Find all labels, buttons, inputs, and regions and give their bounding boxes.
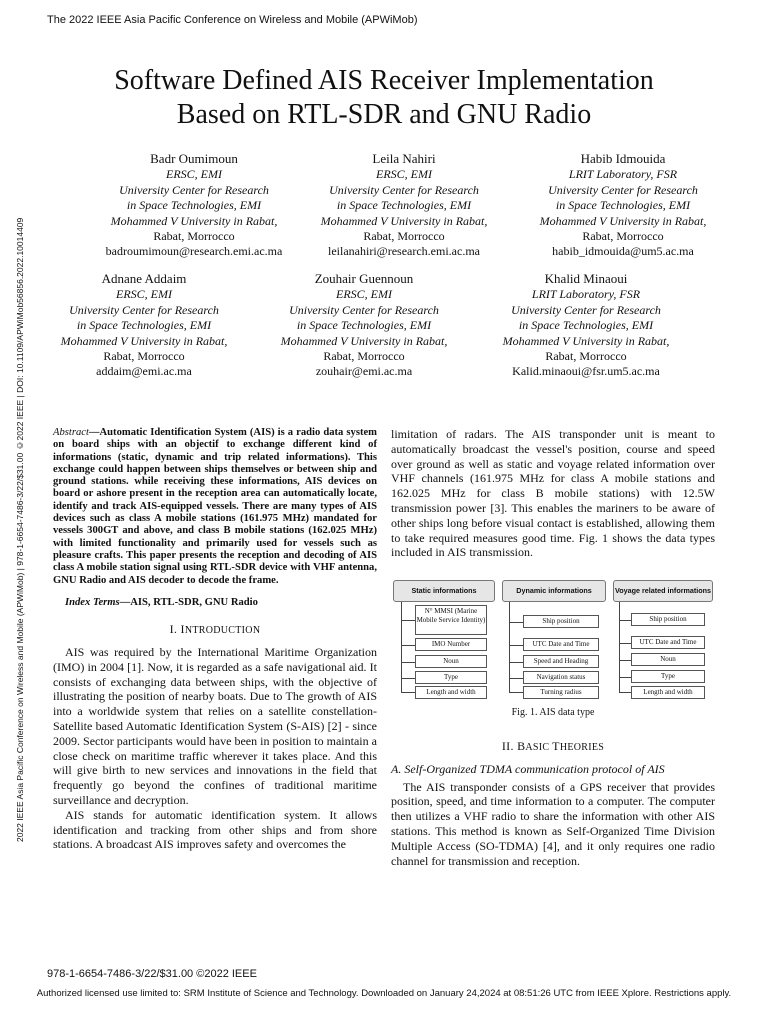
subsection-heading: A. Self-Organized TDMA communication protocol of AIS [391, 761, 665, 776]
connector-line [619, 602, 620, 692]
connector-line [619, 620, 631, 621]
figure-item: Navigation status [523, 671, 599, 684]
left-column [53, 427, 377, 852]
abstract-lead: Abstract [53, 427, 89, 438]
author-city: Rabat, Morrocco [323, 349, 405, 364]
author-name: Leila Nahiri [372, 151, 436, 166]
figure-item: UTC Date and Time [523, 638, 599, 651]
author-org: University Center for Research [119, 182, 269, 197]
author-org: University Center for Research [548, 182, 698, 197]
connector-line [401, 645, 415, 646]
connector-line [509, 692, 523, 693]
connector-line [509, 662, 523, 663]
paper-title [60, 64, 708, 132]
author-city: Rabat, Morrocco [363, 229, 445, 244]
figure-item: Length and width [415, 686, 487, 699]
right-column [391, 427, 715, 868]
author-affiliation: ERSC, EMI [116, 287, 172, 302]
author-org: University Center for Research [329, 182, 479, 197]
doi-sidebar: 2022 IEEE Asia Pacific Conference on Wireless and Mobile (APWiMob) | 978-1-6654-7486-3/22/$31.00 ©2022 IEEE | DOI: 10.1109/APWiMob56856.2022.10014409 [15, 217, 25, 842]
author-name: Habib Idmouida [580, 151, 666, 166]
index-terms-body: —AIS, RTL-SDR, GNU Radio [119, 596, 258, 608]
connector-line [619, 660, 631, 661]
connector-line [401, 620, 415, 621]
author-org: Mohammed V University in Rabat, [280, 333, 448, 348]
connector-line [401, 692, 415, 693]
connector-line [401, 678, 415, 679]
figure-item: Length and width [631, 686, 705, 699]
author-name: Adnane Addaim [101, 271, 187, 286]
author-block [34, 271, 254, 380]
author-email[interactable]: Kalid.minaoui@fsr.um5.ac.ma [512, 364, 660, 379]
title-line-1: Software Defined AIS Receiver Implementation [114, 65, 654, 96]
connector-line [619, 692, 631, 693]
author-block [254, 271, 474, 380]
abstract [53, 427, 377, 587]
author-org: in Space Technologies, EMI [296, 318, 432, 333]
author-org: Mohammed V University in Rabat, [320, 213, 488, 228]
author-name: Zouhair Guennoun [314, 271, 414, 286]
author-name: Badr Oumimoun [150, 151, 238, 166]
figure-item: Turning radius [523, 686, 599, 699]
figure-item: Noun [415, 655, 487, 668]
author-org: Mohammed V University in Rabat, [110, 213, 278, 228]
author-email[interactable]: leilanahiri@research.emi.ac.ma [328, 244, 480, 259]
author-org: Mohammed V University in Rabat, [502, 333, 670, 348]
author-email[interactable]: zouhair@emi.ac.ma [315, 364, 413, 379]
author-city: Rabat, Morrocco [582, 229, 664, 244]
connector-line [619, 677, 631, 678]
index-terms [53, 597, 377, 609]
figure-item: Noun [631, 653, 705, 666]
intro-paragraph: AIS was required by the International Maritime Organization (IMO) in 2004 [1]. Now, it is regarded as a safe navigational aid. It consists of exchanging data between ships, with the objective of illustrating the position of nearby boats. Due to The growth of AIS into a worldwide system that relies on a satellite constellation- Satellite based Automatic Identification System (S-AIS) [2] - since 2009. Sector participants would have been in position to maintain a close check on maritime traffic wherever it takes place. And this will give birth to new services and innovations in the field that frequently go beyond the confines of traditional maritime surveillance and decryption. [53, 644, 377, 807]
figure-header-static: Static informations [393, 580, 495, 602]
intro-paragraph: AIS stands for automatic identification system. It allows identification and tracking from other ships and from shore stations. A broadcast AIS improves safety and overcomes the [53, 807, 377, 852]
connector-line [401, 662, 415, 663]
author-email[interactable]: badroumimoun@research.emi.ac.ma [105, 244, 283, 259]
author-org: in Space Technologies, EMI [76, 318, 212, 333]
author-email[interactable]: habib_idmouida@um5.ac.ma [552, 244, 694, 259]
author-city: Rabat, Morrocco [103, 349, 185, 364]
figure-item: Type [415, 671, 487, 684]
figure-header-voyage: Voyage related informations [613, 580, 713, 602]
figure-item: Type [631, 670, 705, 683]
author-block [476, 271, 696, 380]
body-paragraph: limitation of radars. The AIS transponder unit is meant to automatically broadcast the vessel's position, course and speed over ground as well as static and voyage related information over VHF channels (161.975 MHz for class A mobile stations and 162.025 MHz for class B mobile stations) with 12.5W transmission power [3]. This enables the mariners to be aware of other ships long before visual contact is established, allowing them to take required measures good time. Fig. 1 shows the data types included in AIS transmission. [391, 427, 715, 560]
author-affiliation: LRIT Laboratory, FSR [568, 167, 678, 182]
figure-header-dynamic: Dynamic informations [502, 580, 606, 602]
author-block [294, 151, 514, 260]
author-org: University Center for Research [289, 302, 439, 317]
author-org: Mohammed V University in Rabat, [539, 213, 707, 228]
author-affiliation: ERSC, EMI [336, 287, 392, 302]
author-org: in Space Technologies, EMI [126, 198, 262, 213]
isbn-footer: 978-1-6654-7486-3/22/$31.00 ©2022 IEEE [47, 968, 257, 980]
author-org: in Space Technologies, EMI [336, 198, 472, 213]
index-terms-lead: Index Terms [65, 596, 120, 608]
connector-line [509, 622, 523, 623]
connector-line [619, 643, 631, 644]
author-affiliation: ERSC, EMI [166, 167, 222, 182]
figure-item: N° MMSI (Marine Mobile Service Identity) [415, 605, 487, 635]
author-name: Khalid Minaoui [544, 271, 628, 286]
figure-item: Ship position [631, 613, 705, 626]
connector-line [509, 678, 523, 679]
author-org: in Space Technologies, EMI [518, 318, 654, 333]
ais-data-type-figure [391, 580, 715, 702]
figure-caption: Fig. 1. AIS data type [511, 707, 595, 719]
body-paragraph: The AIS transponder consists of a GPS receiver that provides position, speed, and time information to a computer. The computer then utilizes a VHF radio to share the information with other AIS stations. This method is known as Self-Organized Time Division Multiple Access (SO-TDMA) [4], and it only requires one radio channel for transmission and reception. [391, 779, 715, 868]
license-footer: Authorized licensed use limited to: SRM Institute of Science and Technology. Downloaded on January 24,2024 at 08:51:26 UTC from IEEE Xplore. Restrictions apply. [36, 988, 732, 999]
author-email[interactable]: addaim@emi.ac.ma [96, 364, 192, 379]
author-org: in Space Technologies, EMI [555, 198, 691, 213]
author-org: University Center for Research [511, 302, 661, 317]
author-org: University Center for Research [69, 302, 219, 317]
author-org: Mohammed V University in Rabat, [60, 333, 228, 348]
author-city: Rabat, Morrocco [153, 229, 235, 244]
abstract-body: —Automatic Identification System (AIS) is a radio data system on board ships with an objectif to exchange different kind of informations (static, dynamic and trip related informations). This exchange could happen between ships themselves or between ship and ground stations. while receiving these informations, AIS devices on board or ashore present in the reception area can automatically locate, identify and track AIS-equipped vessels. There are many types of AIS devices such as class A mobile stations (161.975 MHz) mandated for vessels 300GT and above, and class B mobile stations (162.025 MHz) with limited functionality and primarily used for vessels such as pleasure crafts. This paper presents the reception and decoding of AIS class A mobile station signal using RTL-SDR device with VHF antenna, GNU Radio and AIS decoder to decode the frame. [53, 427, 377, 586]
figure-item: Ship position [523, 615, 599, 628]
author-affiliation: LRIT Laboratory, FSR [531, 287, 641, 302]
section-heading-introduction: I. INTRODUCTION [169, 622, 261, 637]
figure-item: UTC Date and Time [631, 636, 705, 649]
author-city: Rabat, Morrocco [545, 349, 627, 364]
connector-line [509, 645, 523, 646]
title-line-2: Based on RTL-SDR and GNU Radio [176, 99, 592, 130]
author-block [513, 151, 733, 260]
author-block [84, 151, 304, 260]
figure-item: Speed and Heading [523, 655, 599, 668]
section-heading-basic-theories: II. BASIC THEORIES [501, 738, 605, 753]
conference-header: The 2022 IEEE Asia Pacific Conference on Wireless and Mobile (APWiMob) [47, 14, 418, 26]
figure-item: IMO Number [415, 638, 487, 651]
author-affiliation: ERSC, EMI [376, 167, 432, 182]
